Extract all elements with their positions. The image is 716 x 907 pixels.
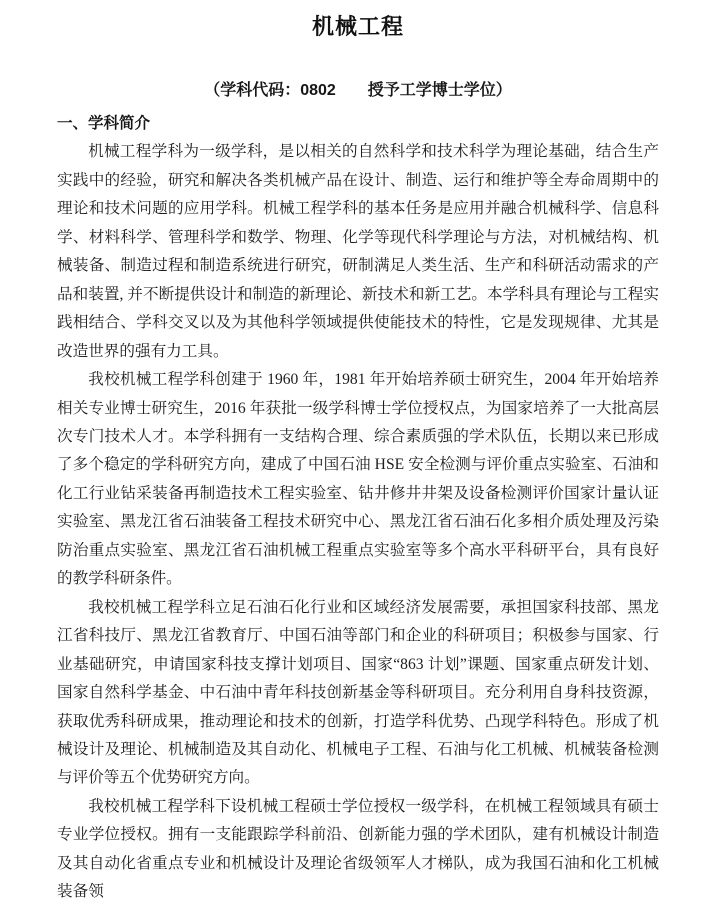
- paragraph: 机械工程学科为一级学科，是以相关的自然科学和技术科学为理论基础，结合生产实践中的经验，研究和解决各类机械产品在设计、制造、运行和维护等全寿命周期中的理论和技术问题的应用学科。机械工程学科的基本任务是应用并融合机械科学、信息科学、材料科学、管理科学和数学、物理、化学等现代科学理论与方法，对机械结构、机械装备、制造过程和制造系统进行研究，研制满足人类生活、生产和科研活动需求的产品和装置, 并不断提供设计和制造的新理论、新技术和新工艺。本学科具有理论与工程实践相结合、学科交叉以及为其他科学领域提供使能技术的特性，它是发现规律、尤其是改造世界的强有力工具。: [57, 143, 659, 360]
- paragraph: 我校机械工程学科创建于 1960 年，1981 年开始培养硕士研究生，2004 年开始培养相关专业博士研究生，2016 年获批一级学科博士学位授权点，为国家培养了一大批高层次专门技术人才。本学科拥有一支结构合理、综合素质强的学术队伍，长期以来已形成了多个稳定的学科研究方向，建成了中国石油 HSE 安全检测与评价重点实验室、石油和化工行业钻采装备再制造技术工程实验室、钻井修井井架及设备检测评价国家计量认证实验室、黑龙江省石油装备工程技术研究中心、黑龙江省石油石化多相介质处理及污染防治重点实验室、黑龙江省石油机械工程重点实验室等多个高水平科研平台，具有良好的教学科研条件。: [57, 371, 659, 588]
- document-title: 机械工程: [311, 14, 404, 39]
- section-heading: 一、学科简介: [57, 115, 151, 132]
- paragraph: 我校机械工程学科下设机械工程硕士学位授权一级学科，在机械工程领域具有硕士专业学位授权。拥有一支能跟踪学科前沿、创新能力强的学术团队，建有机械设计制造及其自动化省重点专业和机械设计及理论省级领军人才梯队，成为我国石油和化工机械装备领: [57, 797, 659, 901]
- paragraph: 我校机械工程学科立足石油石化行业和区域经济发展需要，承担国家科技部、黑龙江省科技厅、黑龙江省教育厅、中国石油等部门和企业的科研项目；积极参与国家、行业基础研究，申请国家科技支撑计划项目、国家“863 计划”课题、国家重点研发计划、国家自然科学基金、中石油中青年科技创新基金等科研项目。充分利用自身科技资源，获取优秀科研成果，推动理论和技术的创新，打造学科优势、凸现学科特色。形成了机械设计及理论、机械制造及其自动化、机械电子工程、石油与化工机械、机械装备检测与评价等五个优势研究方向。: [57, 598, 659, 787]
- document-body: [57, 138, 659, 906]
- subject-code-line: （学科代码：0802 授予工学博士学位）: [204, 82, 512, 99]
